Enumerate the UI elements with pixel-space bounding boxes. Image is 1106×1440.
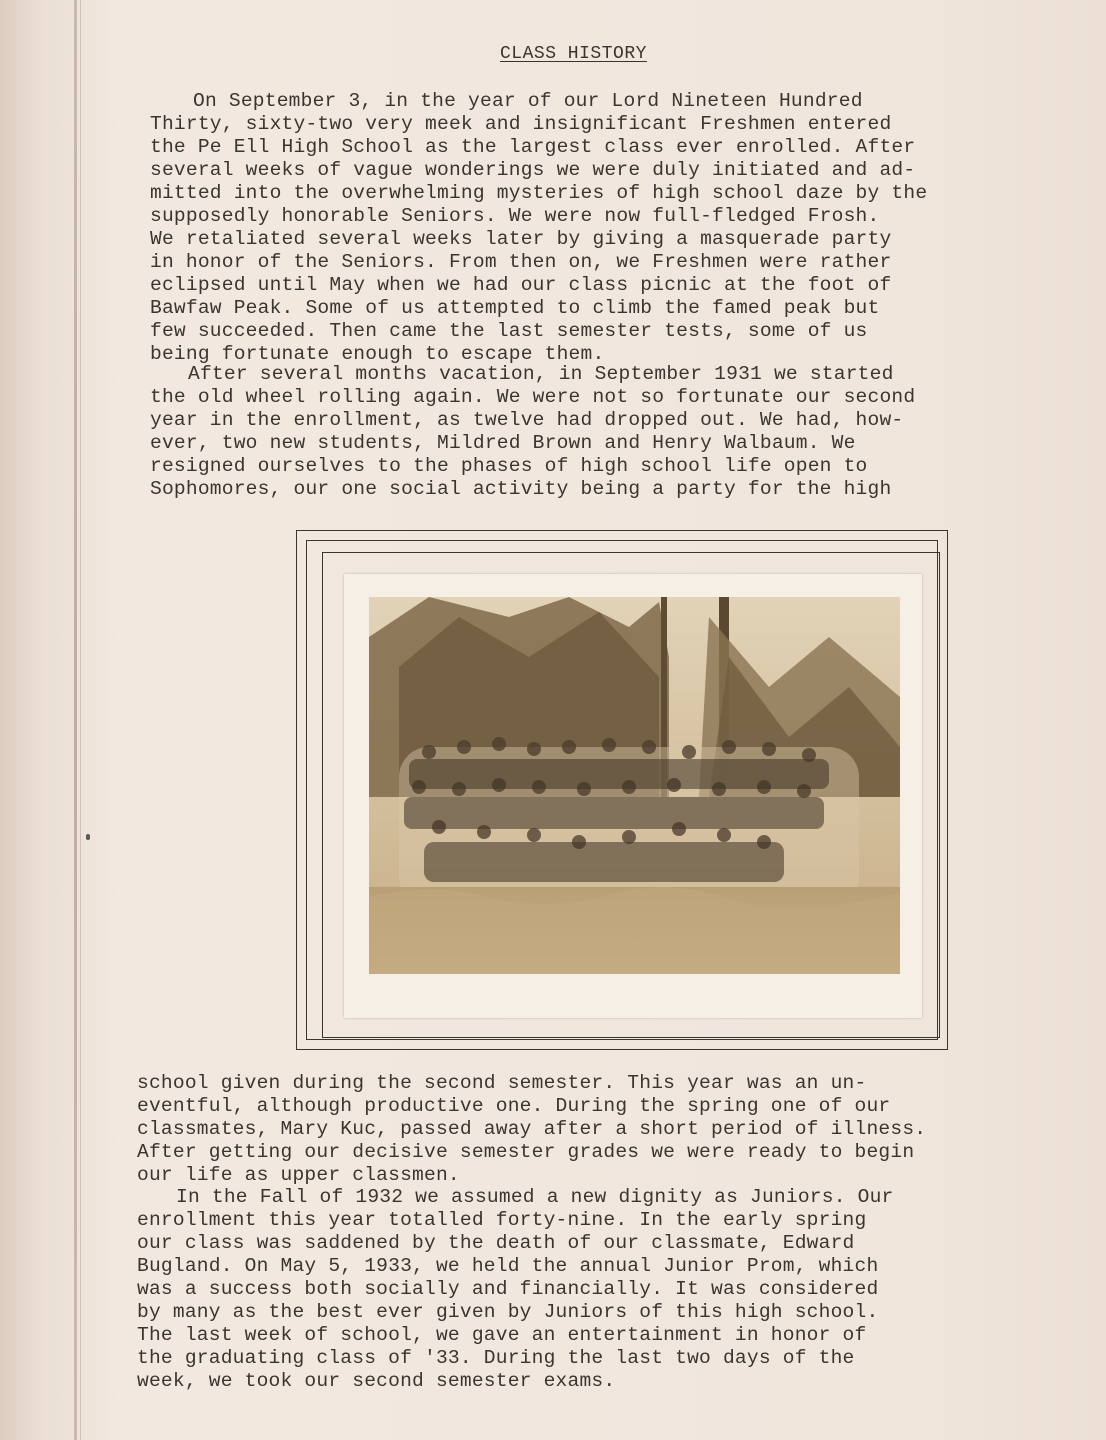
text-line: mitted into the overwhelming mysteries of high school daze by the xyxy=(150,182,928,204)
text-line: classmates, Mary Kuc, passed away after a short period of illness. xyxy=(137,1118,927,1140)
text-line: being fortunate enough to escape them. xyxy=(150,343,605,365)
text-line: The last week of school, we gave an entertainment in honor of xyxy=(137,1324,867,1346)
text-line: our life as upper classmen. xyxy=(137,1164,460,1186)
text-line: was a success both socially and financially. It was considered xyxy=(137,1278,879,1300)
text-line: in honor of the Seniors. From then on, we Freshmen were rather xyxy=(150,251,892,273)
text-line: our class was saddened by the death of our classmate, Edward xyxy=(137,1232,855,1254)
ink-speck xyxy=(86,834,90,840)
text-line: ever, two new students, Mildred Brown and Henry Walbaum. We xyxy=(150,432,856,454)
text-line: week, we took our second semester exams. xyxy=(137,1370,616,1392)
class-photo xyxy=(369,597,900,974)
text-line: In the Fall of 1932 we assumed a new dignity as Juniors. Our xyxy=(176,1186,894,1208)
text-line: Bugland. On May 5, 1933, we held the annual Junior Prom, which xyxy=(137,1255,879,1277)
text-line: school given during the second semester. This year was an un- xyxy=(137,1072,867,1094)
text-line: enrollment this year totalled forty-nine. In the early spring xyxy=(137,1209,867,1231)
binding-fold xyxy=(74,0,77,1440)
binding-fold-edge xyxy=(80,0,81,1440)
text-line: the Pe Ell High School as the largest class ever enrolled. After xyxy=(150,136,916,158)
text-line: the old wheel rolling again. We were not so fortunate our second xyxy=(150,386,916,408)
text-line: the graduating class of '33. During the last two days of the xyxy=(137,1347,855,1369)
text-line: by many as the best ever given by Juniors of this high school. xyxy=(137,1301,879,1323)
text-line: On September 3, in the year of our Lord Nineteen Hundred xyxy=(193,90,863,112)
text-line: eventful, although productive one. During the spring one of our xyxy=(137,1095,891,1117)
text-line: several weeks of vague wonderings we were duly initiated and ad- xyxy=(150,159,916,181)
text-line: eclipsed until May when we had our class picnic at the foot of xyxy=(150,274,892,296)
page-title: CLASS HISTORY xyxy=(500,44,647,64)
text-line: resigned ourselves to the phases of high school life open to xyxy=(150,455,868,477)
text-line: Sophomores, our one social activity being a party for the high xyxy=(150,478,892,500)
text-line: supposedly honorable Seniors. We were now full-fledged Frosh. xyxy=(150,205,880,227)
text-line: After several months vacation, in September 1931 we started xyxy=(188,363,894,385)
text-line: few succeeded. Then came the last semester tests, some of us xyxy=(150,320,868,342)
text-line: After getting our decisive semester grades we were ready to begin xyxy=(137,1141,915,1163)
text-line: Thirty, sixty-two very meek and insignificant Freshmen entered xyxy=(150,113,892,135)
text-line: We retaliated several weeks later by giving a masquerade party xyxy=(150,228,892,250)
class-photo-image xyxy=(369,597,900,974)
text-line: Bawfaw Peak. Some of us attempted to climb the famed peak but xyxy=(150,297,880,319)
text-line: year in the enrollment, as twelve had dropped out. We had, how- xyxy=(150,409,904,431)
